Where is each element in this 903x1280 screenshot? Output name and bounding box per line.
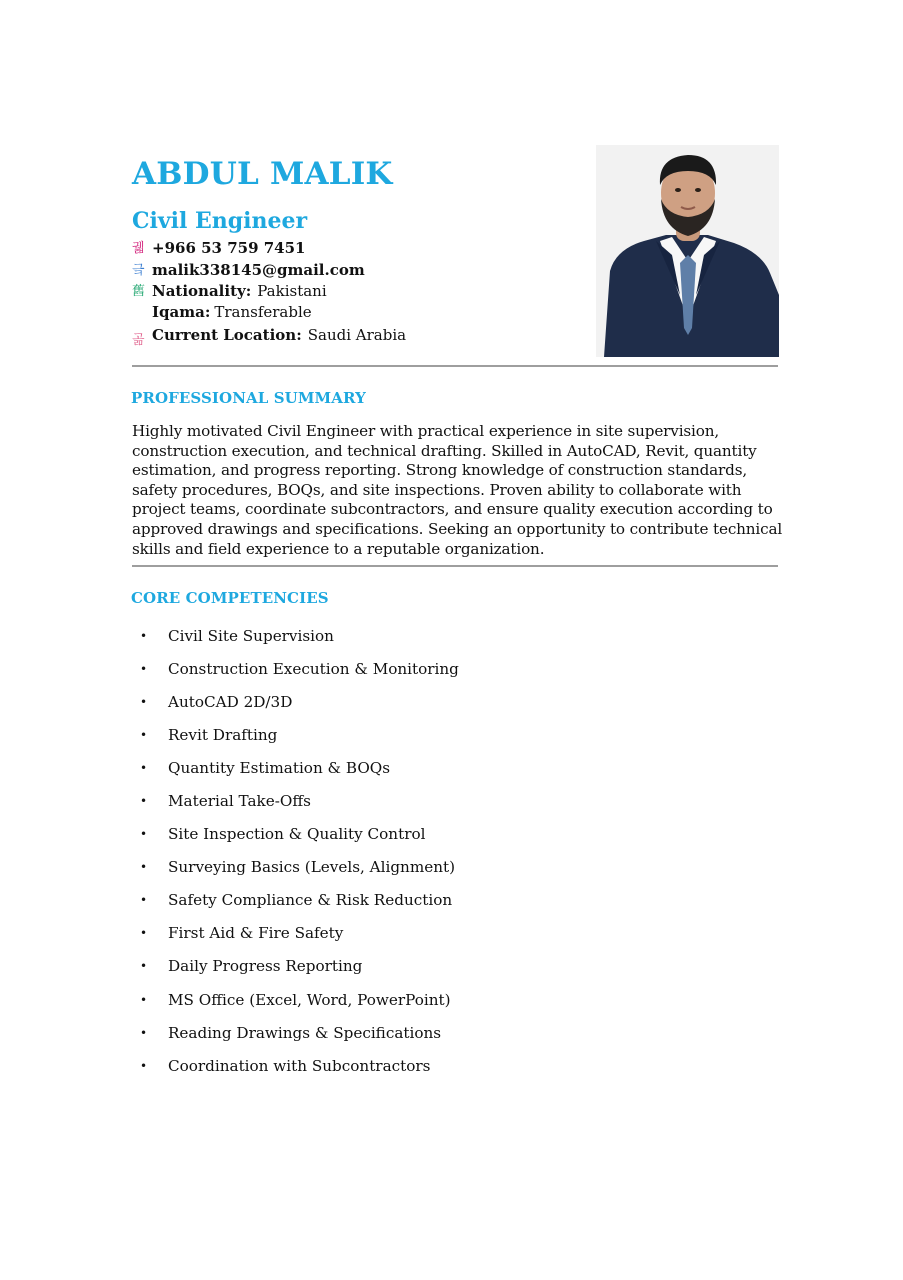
- phone-number: +966 53 759 7451: [152, 239, 306, 257]
- competency-text: Material Take-Offs: [168, 792, 311, 811]
- competency-text: MS Office (Excel, Word, PowerPoint): [168, 990, 451, 1009]
- professional-summary-heading: PROFESSIONAL SUMMARY: [131, 389, 366, 407]
- competency-item: [140, 784, 459, 817]
- competency-text: Quantity Estimation & BOQs: [168, 758, 391, 777]
- competency-item: [140, 917, 459, 950]
- competency-list: [140, 619, 459, 1082]
- competency-text: Revit Drafting: [168, 725, 278, 744]
- iqama-value: Transferable: [214, 303, 312, 321]
- competency-text: Civil Site Supervision: [168, 626, 334, 645]
- bullet-icon: •: [140, 860, 148, 875]
- bullet-icon: •: [140, 1025, 148, 1040]
- location-label: Current Location:: [152, 326, 302, 344]
- nationality-row: [132, 281, 327, 301]
- email-row: [132, 260, 365, 280]
- bullet-icon: •: [140, 661, 148, 676]
- bullet-icon: •: [140, 794, 148, 809]
- nationality-icon: 舊: [132, 283, 146, 299]
- competency-text: First Aid & Fire Safety: [168, 924, 344, 943]
- competency-text: Construction Execution & Monitoring: [168, 659, 459, 678]
- bullet-icon: •: [140, 694, 148, 709]
- bullet-icon: •: [140, 760, 148, 775]
- competency-item: [140, 1016, 459, 1049]
- competency-item: [140, 983, 459, 1016]
- competency-text: Site Inspection & Quality Control: [168, 825, 426, 844]
- competency-text: Reading Drawings & Specifications: [168, 1023, 442, 1042]
- profile-photo-illustration: [596, 145, 779, 357]
- job-title: Civil Engineer: [132, 208, 308, 234]
- competency-text: Surveying Basics (Levels, Alignment): [168, 858, 456, 877]
- competency-text: Coordination with Subcontractors: [168, 1056, 431, 1075]
- competency-item: [140, 685, 459, 718]
- competency-item: [140, 818, 459, 851]
- nationality-value: Pakistani: [257, 282, 327, 300]
- nationality-label: Nationality:: [152, 282, 252, 300]
- bullet-icon: •: [140, 959, 148, 974]
- bullet-icon: •: [140, 727, 148, 742]
- bullet-icon: •: [140, 827, 148, 842]
- core-competencies-heading: CORE COMPETENCIES: [131, 589, 329, 607]
- competency-item: [140, 851, 459, 884]
- competency-item: [140, 619, 459, 652]
- location-value: Saudi Arabia: [307, 326, 407, 344]
- phone-icon: 궯: [132, 240, 145, 256]
- iqama-row: [132, 302, 312, 322]
- bullet-icon: •: [140, 893, 148, 908]
- bullet-icon: •: [140, 926, 148, 941]
- professional-summary-text: Highly motivated Civil Engineer with practical experience in site supervision, construction execution, and technical drafting. Skilled in AutoCAD, Revit, quantity estimation, and progress reporting. Strong knowledge of construction standards, safety procedures, BOQs, and site inspections. Proven ability to collaborate with project teams, coordinate subcontractors, and ensure quality execution according to approved drawings and specifications. Seeking an opportunity to contribute technical skills and field experience to a reputable organization.: [132, 422, 783, 558]
- competency-text: Safety Compliance & Risk Reduction: [168, 891, 453, 910]
- competency-text: Daily Progress Reporting: [168, 957, 363, 976]
- email-address: malik338145@gmail.com: [152, 261, 365, 279]
- profile-photo: [596, 145, 779, 357]
- competency-item: [140, 718, 459, 751]
- phone-row: [132, 238, 305, 258]
- summary-divider: [132, 565, 778, 567]
- candidate-name: ABDUL MALIK: [132, 156, 393, 192]
- iqama-label: Iqama:: [152, 303, 211, 321]
- competency-item: [140, 751, 459, 784]
- bullet-icon: •: [140, 1058, 148, 1073]
- competency-text: AutoCAD 2D/3D: [168, 692, 293, 711]
- header-divider: [132, 365, 778, 367]
- email-icon: 긐: [132, 262, 145, 278]
- location-row: [132, 325, 407, 348]
- bullet-icon: •: [140, 992, 148, 1007]
- competency-item: [140, 1049, 459, 1082]
- competency-item: [140, 652, 459, 685]
- competency-item: [140, 884, 459, 917]
- bullet-icon: •: [140, 628, 148, 643]
- location-icon: 곪: [132, 332, 145, 348]
- competency-item: [140, 950, 459, 983]
